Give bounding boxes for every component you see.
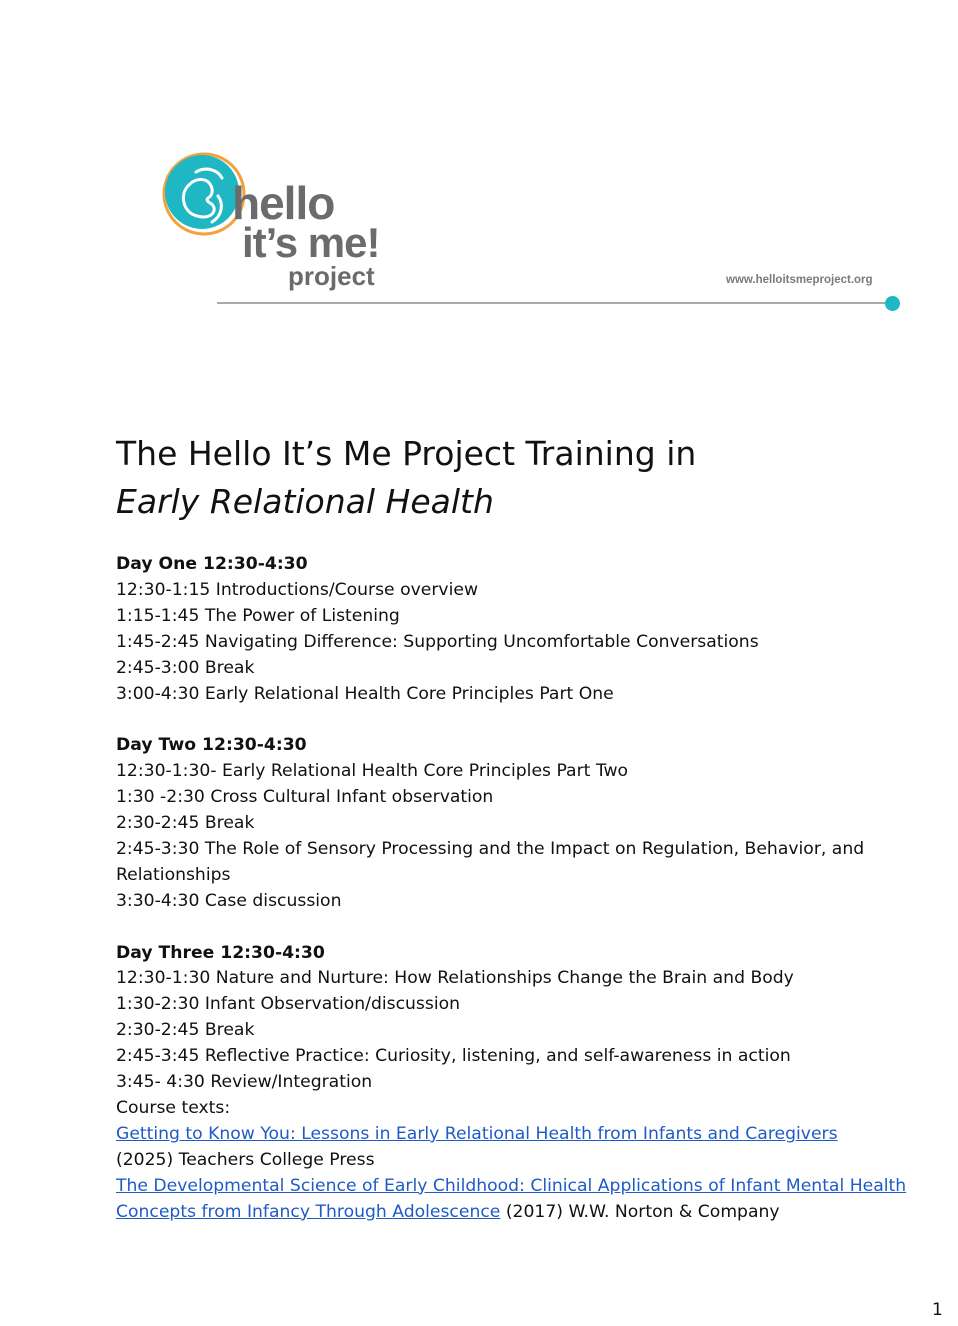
- page-header: [0, 0, 958, 320]
- logo-itsme-text: it’s me!: [242, 219, 380, 267]
- schedule-item: 2:45-3:30 The Role of Sensory Processing and the Impact on Regulation, Behavior, and: [116, 838, 865, 859]
- title-line-1: The Hello It’s Me Project Training in: [116, 434, 697, 473]
- document-body: [116, 430, 926, 1226]
- schedule-item: Relationships: [116, 864, 231, 885]
- schedule-item: 1:30-2:30 Infant Observation/discussion: [116, 994, 461, 1015]
- schedule-item: 12:30-1:30- Early Relational Health Core Principles Part Two: [116, 761, 629, 782]
- book-2-details: (2017) W.W. Norton & Company: [500, 1201, 780, 1222]
- schedule: [116, 552, 926, 1226]
- divider-dot-icon: [885, 296, 900, 311]
- document-title: [116, 430, 926, 526]
- day-two-section: [116, 733, 926, 914]
- day-heading: Day Three 12:30-4:30: [116, 942, 325, 963]
- book-link-getting-to-know-you[interactable]: Getting to Know You: Lessons in Early Relational Health from Infants and Caregivers: [116, 1123, 838, 1144]
- book-link-developmental-science-cont[interactable]: Concepts from Infancy Through Adolescence: [116, 1201, 501, 1222]
- hello-its-me-logo: [162, 148, 382, 298]
- schedule-item: 12:30-1:30 Nature and Nurture: How Relationships Change the Brain and Body: [116, 968, 794, 989]
- book-link-developmental-science[interactable]: The Developmental Science of Early Childhood: Clinical Applications of Infant Mental Health: [116, 1175, 907, 1196]
- course-texts-label: Course texts:: [116, 1098, 231, 1118]
- book-1-details: (2025) Teachers College Press: [116, 1149, 375, 1170]
- header-divider: [217, 302, 889, 304]
- course-text-2: [116, 1174, 926, 1200]
- schedule-item: 12:30-1:15 Introductions/Course overview: [116, 579, 478, 600]
- schedule-item: 1:45-2:45 Navigating Difference: Supporting Uncomfortable Conversations: [116, 631, 759, 652]
- title-line-2: Early Relational Health: [116, 482, 494, 521]
- day-heading: Day One 12:30-4:30: [116, 554, 308, 574]
- schedule-item: 3:00-4:30 Early Relational Health Core Principles Part One: [116, 683, 614, 704]
- logo-wordmark: [232, 177, 380, 291]
- schedule-item: 1:30 -2:30 Cross Cultural Infant observation: [116, 787, 494, 808]
- schedule-item: 3:30-4:30 Case discussion: [116, 890, 342, 911]
- page-number: 1: [932, 1300, 943, 1320]
- course-text-1: [116, 1122, 926, 1148]
- schedule-item: 1:15-1:45 The Power of Listening: [116, 605, 400, 626]
- schedule-item: 2:45-3:45 Reflective Practice: Curiosity, listening, and self-awareness in action: [116, 1046, 791, 1067]
- schedule-item: 2:45-3:00 Break: [116, 657, 255, 678]
- course-text-2-cont: [116, 1200, 926, 1226]
- logo-project-text: project: [288, 260, 375, 291]
- logo-hello-text: hello: [232, 177, 335, 229]
- schedule-item: 3:45- 4:30 Review/Integration: [116, 1072, 373, 1093]
- day-one-section: [116, 552, 926, 707]
- day-three-section: [116, 941, 926, 1226]
- schedule-item: 2:30-2:45 Break: [116, 813, 255, 834]
- website-url: www.helloitsmeproject.org: [726, 274, 873, 286]
- day-heading: Day Two 12:30-4:30: [116, 735, 307, 756]
- schedule-item: 2:30-2:45 Break: [116, 1020, 255, 1041]
